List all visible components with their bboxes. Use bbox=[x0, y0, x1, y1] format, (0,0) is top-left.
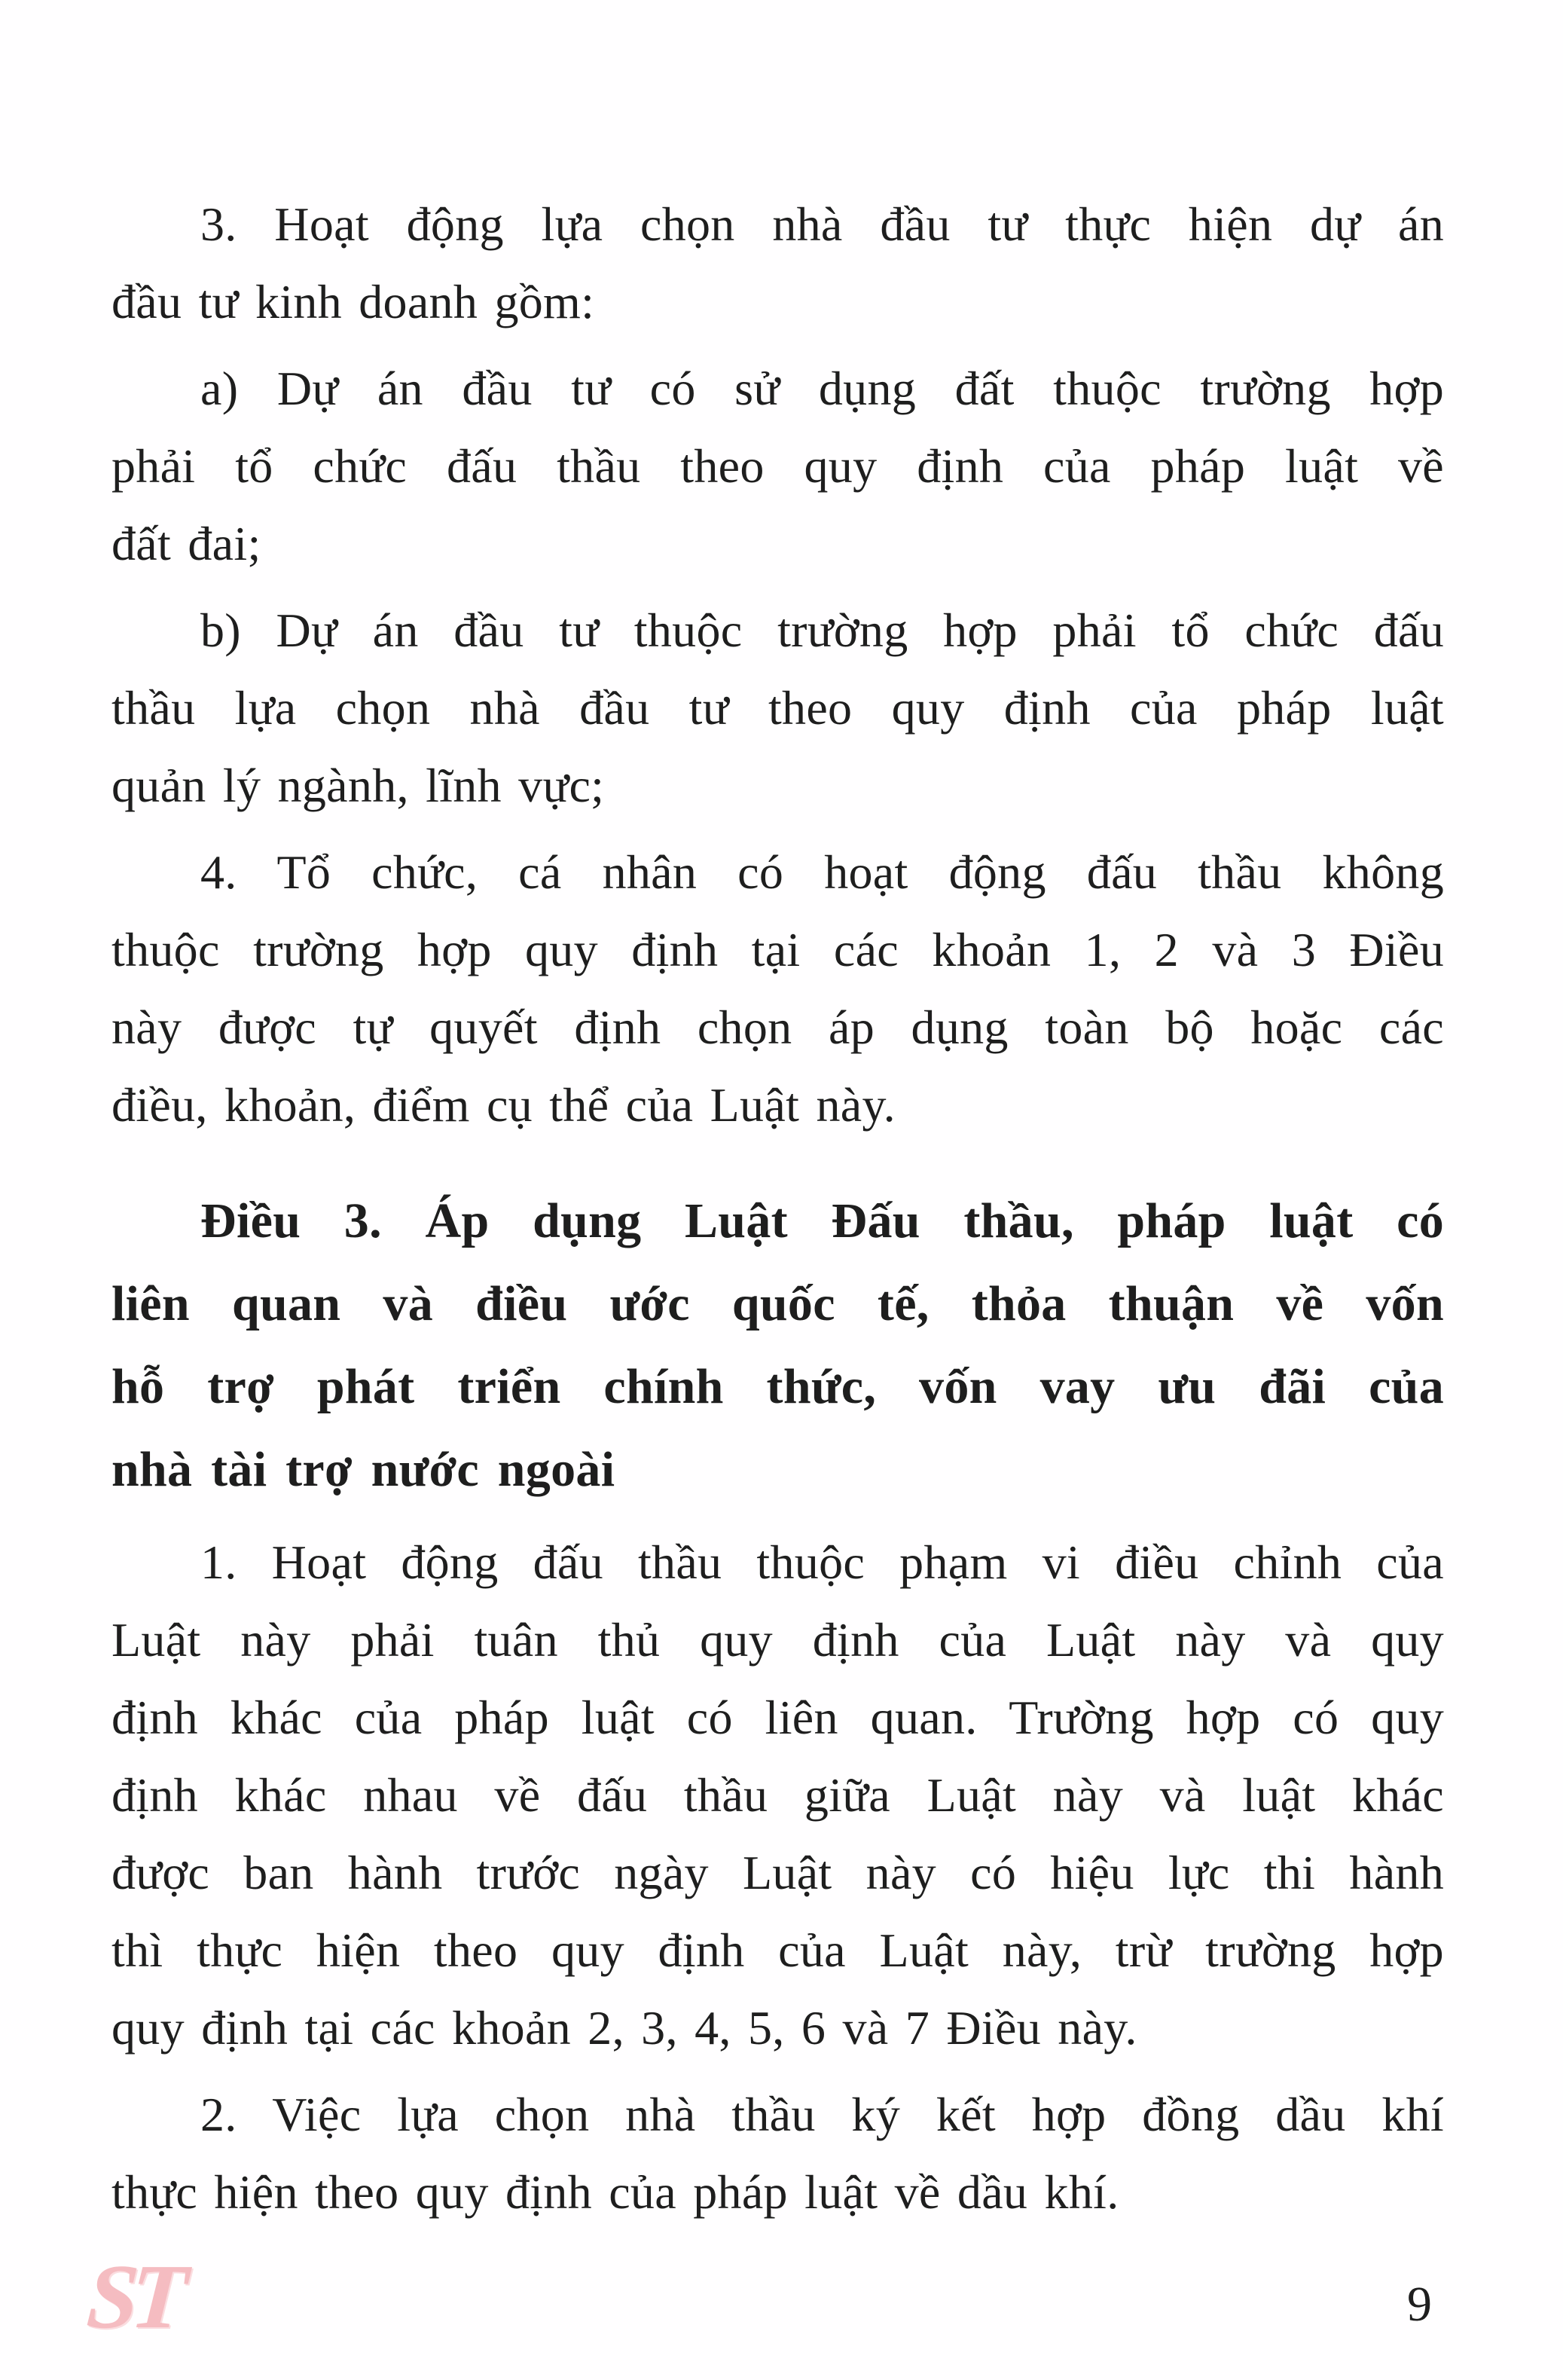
article-heading bbox=[111, 1180, 1444, 1511]
text-line: đất đai; bbox=[111, 517, 261, 570]
text-line: 2. Việc lựa chọn nhà thầu ký kết hợp đồng dầu khí bbox=[200, 2088, 1444, 2141]
paragraph-clause-1 bbox=[111, 1523, 1444, 2067]
text-line: định khác của pháp luật có liên quan. Trường hợp có quy bbox=[111, 1691, 1444, 1744]
text-line: 4. Tổ chức, cá nhân có hoạt động đấu thầu không bbox=[200, 845, 1444, 899]
page-content bbox=[111, 185, 1444, 2240]
text-line: b) Dự án đầu tư thuộc trường hợp phải tổ chức đấu bbox=[200, 603, 1444, 657]
publisher-logo: ST bbox=[84, 2246, 184, 2348]
heading-line: liên quan và điều ước quốc tế, thỏa thuận về vốn bbox=[111, 1276, 1444, 1331]
text-line: thì thực hiện theo quy định của Luật này, trừ trường hợp bbox=[111, 1923, 1444, 1977]
text-line: a) Dự án đầu tư có sử dụng đất thuộc trường hợp bbox=[200, 362, 1444, 415]
heading-line: nhà tài trợ nước ngoài bbox=[111, 1442, 615, 1497]
heading-line: hỗ trợ phát triển chính thức, vốn vay ưu đãi của bbox=[111, 1359, 1444, 1414]
text-line: quản lý ngành, lĩnh vực; bbox=[111, 759, 605, 812]
text-line: thuộc trường hợp quy định tại các khoản 1, 2 và 3 Điều bbox=[111, 923, 1444, 976]
text-line: này được tự quyết định chọn áp dụng toàn bộ hoặc các bbox=[111, 1001, 1444, 1054]
text-line: được ban hành trước ngày Luật này có hiệu lực thi hành bbox=[111, 1846, 1444, 1899]
text-line: thực hiện theo quy định của pháp luật về dầu khí. bbox=[111, 2165, 1119, 2219]
text-line: điều, khoản, điểm cụ thể của Luật này. bbox=[111, 1078, 896, 1132]
heading-line: Điều 3. Áp dụng Luật Đấu thầu, pháp luật có bbox=[200, 1193, 1444, 1248]
text-line: 1. Hoạt động đấu thầu thuộc phạm vi điều chỉnh của bbox=[200, 1535, 1444, 1589]
paragraph-clause-4 bbox=[111, 833, 1444, 1144]
text-line: thầu lựa chọn nhà đầu tư theo quy định của pháp luật bbox=[111, 681, 1444, 735]
paragraph-point-b bbox=[111, 591, 1444, 824]
text-line: phải tổ chức đấu thầu theo quy định của pháp luật về bbox=[111, 439, 1444, 493]
text-line: đầu tư kinh doanh gồm: bbox=[111, 275, 595, 328]
page-number: 9 bbox=[1407, 2277, 1432, 2332]
paragraph-clause-3 bbox=[111, 185, 1444, 341]
paragraph-clause-2 bbox=[111, 2076, 1444, 2231]
text-line: quy định tại các khoản 2, 3, 4, 5, 6 và 7 Điều này. bbox=[111, 2001, 1137, 2055]
paragraph-point-a bbox=[111, 350, 1444, 582]
text-line: Luật này phải tuân thủ quy định của Luật này và quy bbox=[111, 1613, 1444, 1667]
text-line: định khác nhau về đấu thầu giữa Luật này và luật khác bbox=[111, 1768, 1444, 1822]
text-line: 3. Hoạt động lựa chọn nhà đầu tư thực hiện dự án bbox=[200, 197, 1444, 251]
